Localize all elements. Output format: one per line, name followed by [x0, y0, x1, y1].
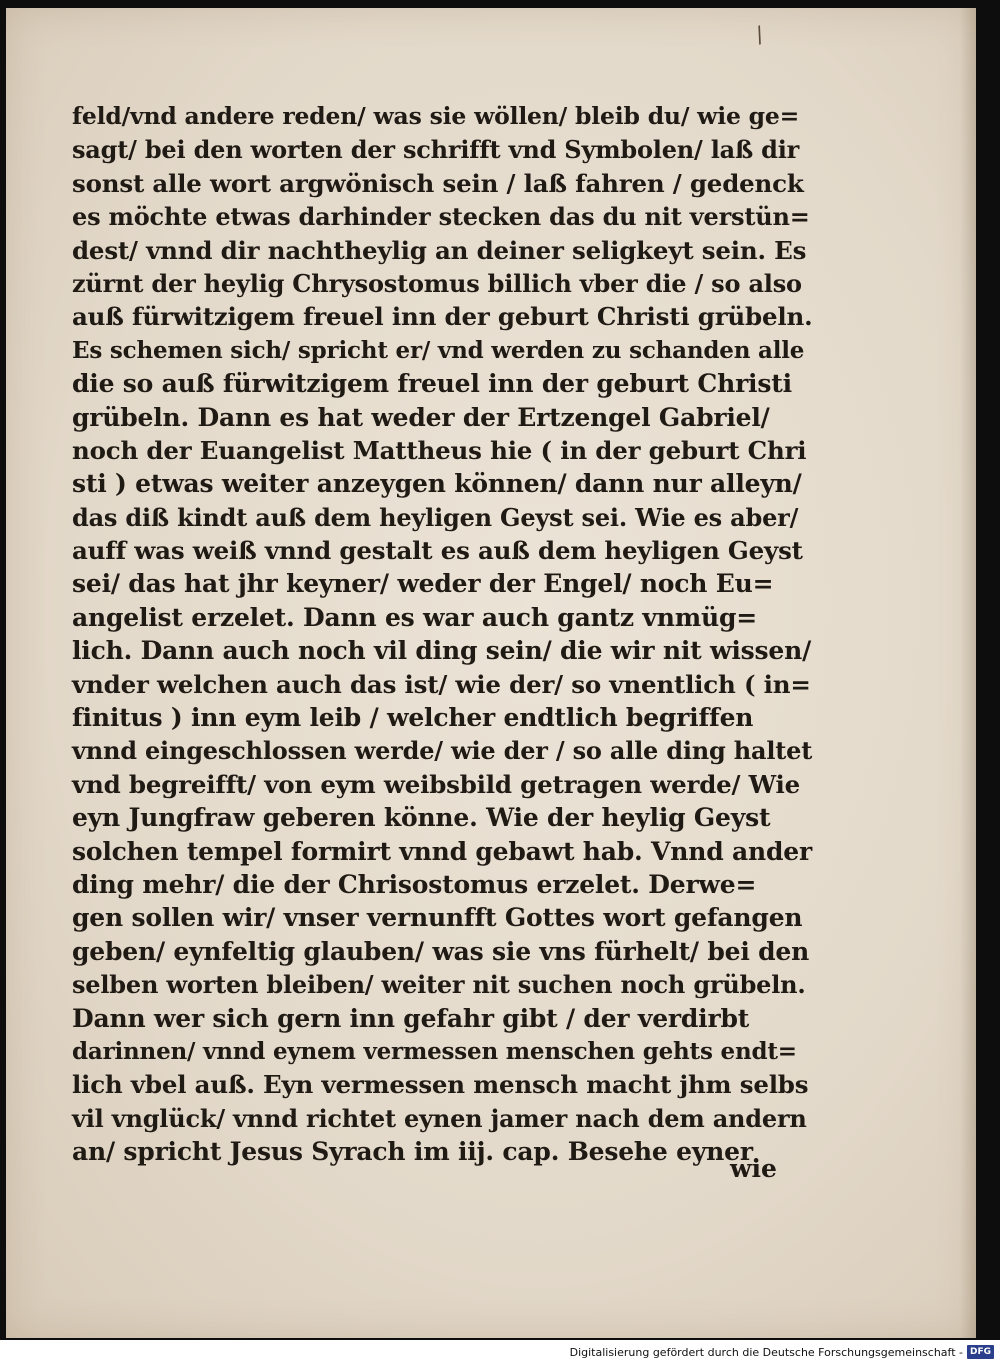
text-line: dest/ vnnd dir nachtheylig an deiner seligkeyt sein. Es [72, 235, 807, 265]
text-line: gen sollen wir/ vnser vernunfft Gottes wort gefangen [72, 903, 803, 933]
text-line: an/ spricht Jesus Syrach im iij. cap. Besehe eyner [72, 1137, 753, 1167]
text-line: geben/ eynfeltig glauben/ was sie vns fürhelt/ bei den [72, 936, 810, 966]
text-line: ding mehr/ die der Chrisostomus erzelet. Derwe= [72, 869, 757, 899]
text-line: das diß kindt auß dem heyligen Geyst sei. Wie es aber/ [72, 502, 799, 532]
text-line: lich. Dann auch noch vil ding sein/ die wir nit wissen/ [72, 636, 812, 666]
text-line: vnd begreifft/ von eym weibsbild getragen werde/ Wie [72, 769, 800, 799]
dfg-logo: DFG [967, 1345, 994, 1359]
text-line: finitus ) inn eym leib / welcher endtlich begriffen [72, 703, 754, 733]
page-text [72, 100, 812, 1169]
text-line: grübeln. Dann es hat weder der Ertzengel Gabriel/ [72, 402, 770, 432]
catchword: wie [730, 1154, 777, 1183]
text-line: vil vnglück/ vnnd richtet eynen jamer nach dem andern [72, 1103, 807, 1133]
text-line: selben worten bleiben/ weiter nit suchen noch grübeln. [72, 970, 806, 1000]
text-line: sonst alle wort argwönisch sein / laß fahren / gedenck [72, 168, 804, 198]
text-line: noch der Euangelist Mattheus hie ( in der geburt Chri [72, 435, 807, 465]
text-line: vnder welchen auch das ist/ wie der/ so vnentlich ( in= [72, 669, 811, 699]
text-line: es möchte etwas darhinder stecken das du nit verstün= [72, 202, 810, 232]
text-line: sagt/ bei den worten der schrifft vnd Symbolen/ laß dir [72, 135, 800, 165]
footer-text: Digitalisierung gefördert durch die Deutsche Forschungsgemeinschaft - [569, 1345, 963, 1359]
footer [570, 1343, 994, 1361]
text-line: angelist erzelet. Dann es war auch gantz vnmüg= [72, 602, 757, 632]
page-edge-shadow [960, 8, 976, 1338]
text-line: feld/vnd andere reden/ was sie wöllen/ bleib du/ wie ge= [72, 102, 800, 130]
text-line: auff was weiß vnnd gestalt es auß dem heyligen Geyst [72, 536, 803, 566]
text-line: sei/ das hat jhr keyner/ weder der Engel/ noch Eu= [72, 569, 774, 599]
corner-mark: / [751, 22, 768, 49]
text-line: lich vbel auß. Eyn vermessen mensch macht jhm selbs [72, 1070, 809, 1100]
text-line: Dann wer sich gern inn gefahr gibt / der verdirbt [72, 1003, 750, 1033]
text-line: eyn Jungfraw geberen könne. Wie der heylig Geyst [72, 803, 771, 833]
text-line: darinnen/ vnnd eynem vermessen menschen gehts endt= [72, 1037, 797, 1065]
book-page [6, 8, 976, 1338]
text-line: sti ) etwas weiter anzeygen können/ dann nur alleyn/ [72, 469, 802, 499]
text-line: auß fürwitzigem freuel inn der geburt Christi grübeln. [72, 302, 813, 332]
text-line: solchen tempel formirt vnnd gebawt hab. Vnnd ander [72, 836, 812, 866]
text-line: vnnd eingeschlossen werde/ wie der / so alle ding haltet [72, 736, 813, 766]
text-line: Es schemen sich/ spricht er/ vnd werden zu schanden alle [72, 336, 805, 364]
text-line: zürnt der heylig Chrysostomus billich vber die / so also [72, 268, 802, 298]
text-line: die so auß fürwitzigem freuel inn der geburt Christi [72, 369, 792, 399]
